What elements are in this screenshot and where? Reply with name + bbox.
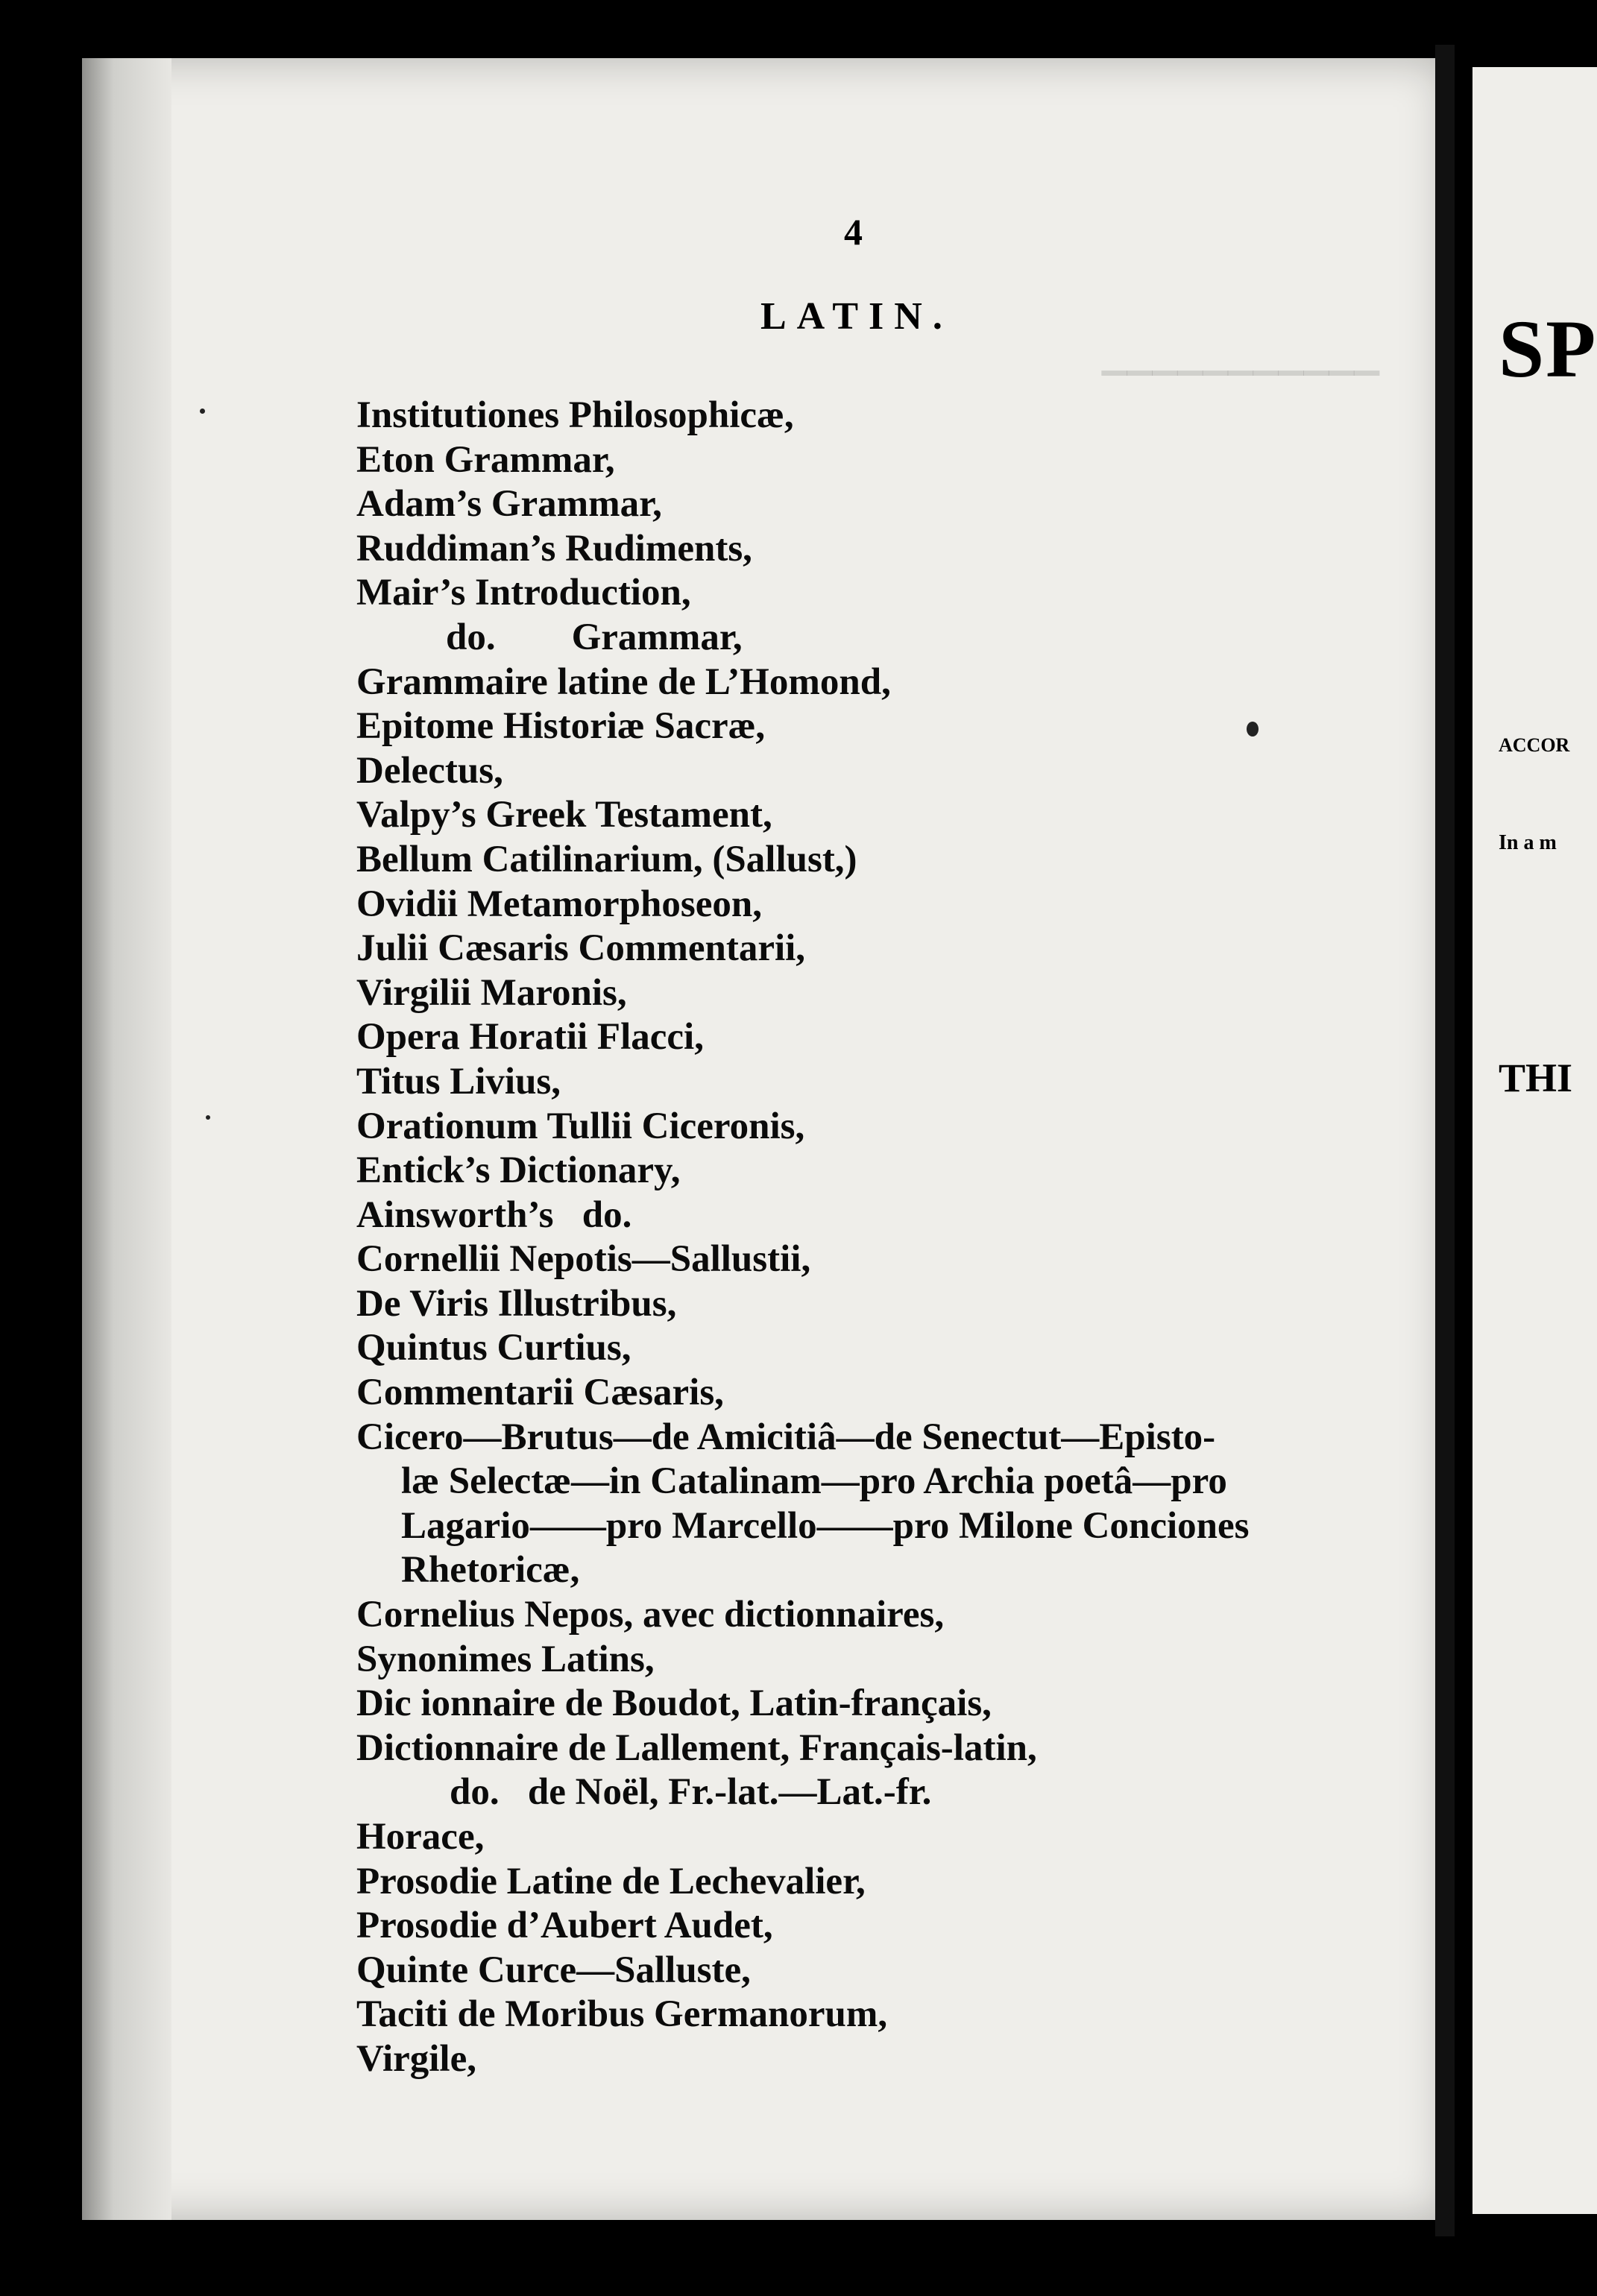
list-item: Quintus Curtius, bbox=[356, 1327, 631, 1369]
bleed-through-shadow: ▁▁▁▁▁▁▁▁▁▁▁ bbox=[1101, 338, 1379, 375]
list-item: Cornellii Nepotis—Sallustii, bbox=[356, 1238, 811, 1281]
right-page-heading: SP bbox=[1499, 303, 1597, 394]
page-edge bbox=[1435, 45, 1455, 2236]
list-item: Institutiones Philosophicæ, bbox=[356, 394, 794, 436]
list-item: Adam’s Grammar, bbox=[356, 483, 662, 526]
ink-speck bbox=[1247, 722, 1259, 737]
list-item: Ainsworth’s do. bbox=[356, 1193, 632, 1236]
book-list bbox=[356, 394, 1370, 2082]
cicero-line-3: Lagario——pro Marcello——pro Milone Conciones bbox=[401, 1504, 1250, 1547]
section-title: LATIN. bbox=[760, 295, 953, 338]
list-item: Dic ionnaire de Boudot, Latin-français, bbox=[356, 1682, 992, 1725]
list-item: Ruddiman’s Rudiments, bbox=[356, 527, 752, 570]
list-item: Virgilii Maronis, bbox=[356, 971, 627, 1014]
list-item: Prosodie Latine de Lechevalier, bbox=[356, 1860, 866, 1902]
list-item: Bellum Catilinarium, (Sallust,) bbox=[356, 838, 857, 880]
list-item: Mair’s Introduction, bbox=[356, 572, 691, 614]
list-item: Commentarii Cæsaris, bbox=[356, 1372, 724, 1414]
list-item: do. Grammar, bbox=[446, 616, 743, 658]
cicero-line-4: Rhetoricæ, bbox=[401, 1549, 580, 1592]
list-item: Virgile, bbox=[356, 2037, 476, 2080]
list-item: Titus Livius, bbox=[356, 1060, 561, 1103]
list-item: Prosodie d’Aubert Audet, bbox=[356, 1905, 773, 1947]
list-item: Horace, bbox=[356, 1816, 485, 1858]
page-number: 4 bbox=[844, 211, 863, 253]
list-item: Epitome Historiæ Sacræ, bbox=[356, 705, 766, 748]
right-page-line-3: THI bbox=[1499, 1056, 1573, 1100]
list-item: De Viris Illustribus, bbox=[356, 1282, 677, 1325]
list-item: Taciti de Moribus Germanorum, bbox=[356, 1993, 888, 2036]
list-item: Dictionnaire de Lallement, Français-latin, bbox=[356, 1726, 1037, 1769]
page-gutter-shadow bbox=[82, 58, 171, 2220]
list-item-cicero bbox=[356, 1416, 1370, 1593]
list-item: Cornelius Nepos, avec dictionnaires, bbox=[356, 1594, 945, 1636]
list-item: do. de Noël, Fr.-lat.—Lat.-fr. bbox=[450, 1771, 932, 1814]
list-item: Orationum Tullii Ciceronis, bbox=[356, 1105, 805, 1147]
list-item: Synonimes Latins, bbox=[356, 1638, 655, 1680]
cicero-line-2: læ Selectæ—in Catalinam—pro Archia poetâ—pro bbox=[401, 1460, 1227, 1503]
cicero-line-1: Cicero—Brutus—de Amicitiâ—de Senectut—Episto- bbox=[356, 1416, 1216, 1458]
list-item: Valpy’s Greek Testament, bbox=[356, 794, 772, 836]
right-page-line-1: ACCOR bbox=[1499, 734, 1570, 756]
list-item: Delectus, bbox=[356, 749, 503, 792]
ink-speck bbox=[200, 409, 205, 414]
list-item: Quinte Curce—Salluste, bbox=[356, 1949, 751, 1991]
list-item: Julii Cæsaris Commentarii, bbox=[356, 927, 806, 970]
ink-speck bbox=[206, 1115, 210, 1120]
right-page-line-2: In a m bbox=[1499, 831, 1557, 854]
list-item: Entick’s Dictionary, bbox=[356, 1149, 681, 1192]
list-item: Ovidii Metamorphoseon, bbox=[356, 883, 762, 925]
list-item: Opera Horatii Flacci, bbox=[356, 1016, 704, 1059]
list-item: Eton Grammar, bbox=[356, 438, 615, 481]
list-item: Grammaire latine de L’Homond, bbox=[356, 660, 891, 703]
